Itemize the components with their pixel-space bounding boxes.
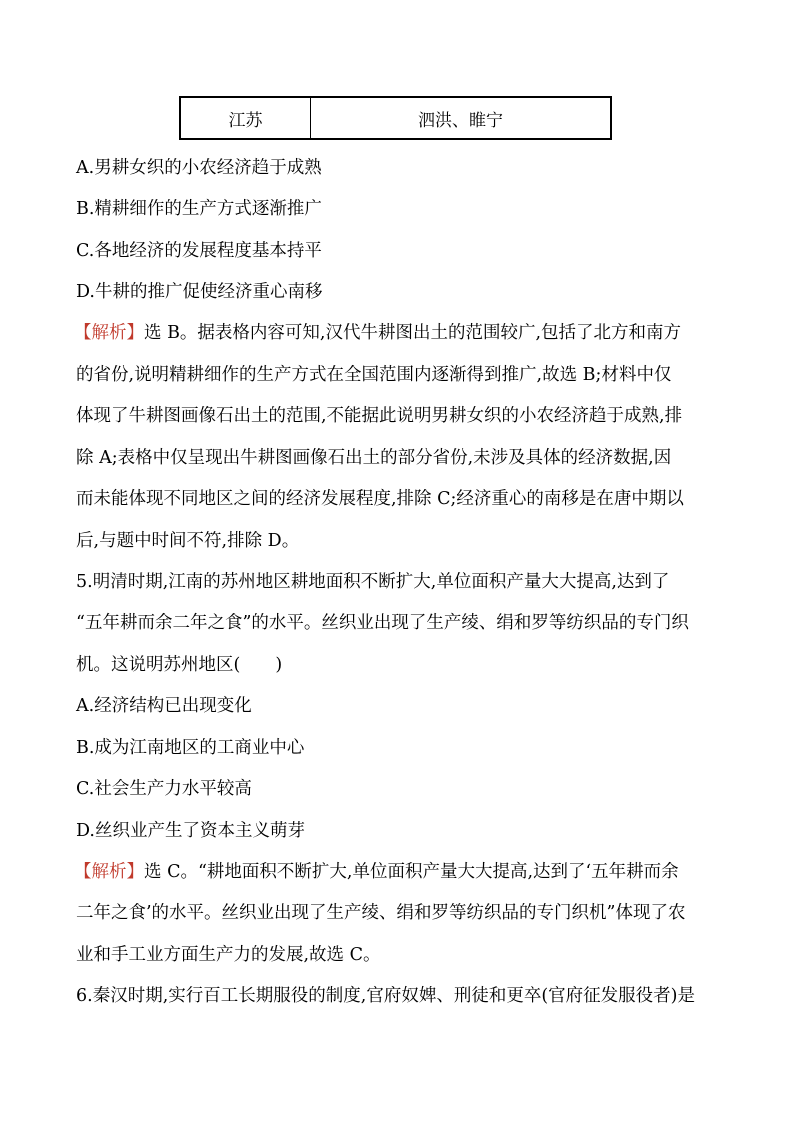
q4-option-a: A.男耕女织的小农经济趋于成熟 xyxy=(76,158,322,178)
q5-stem-line-2: “五年耕而余二年之食”的水平。丝织业出现了生产绫、绢和罗等纺织品的专门织 xyxy=(76,613,689,633)
table-cell-sites: 泗洪、睢宁 xyxy=(418,110,503,131)
q5-stem-line-3: 机。这说明苏州地区( ) xyxy=(76,655,283,675)
q5-option-c: C.社会生产力水平较高 xyxy=(76,779,252,799)
q5-stem-line-1: 5.明清时期,江南的苏州地区耕地面积不断扩大,单位面积产量大大提高,达到了 xyxy=(76,572,670,592)
q5-option-a: A.经济结构已出现变化 xyxy=(76,696,252,716)
analysis-text: 选 C。“耕地面积不断扩大,单位面积产量大大提高,达到了‘五年耕而余 xyxy=(144,862,679,882)
q4-analysis-line-1 xyxy=(74,322,720,344)
q5-analysis-line-1 xyxy=(74,861,720,883)
q4-option-b: B.精耕细作的生产方式逐渐推广 xyxy=(76,199,322,219)
q4-analysis-line-4: 除 A;表格中仅呈现出牛耕图画像石出土的部分省份,未涉及具体的经济数据,因 xyxy=(76,448,672,468)
q4-analysis-line-5: 而未能体现不同地区之间的经济发展程度,排除 C;经济重心的南移是在唐中期以 xyxy=(76,489,684,509)
q4-analysis-line-6: 后,与题中时间不符,排除 D。 xyxy=(76,531,300,551)
q5-option-d: D.丝织业产生了资本主义萌芽 xyxy=(76,821,305,841)
q4-option-c: C.各地经济的发展程度基本持平 xyxy=(76,241,322,261)
table-cell-province: 江苏 xyxy=(181,98,311,138)
q6-stem-line-1: 6.秦汉时期,实行百工长期服役的制度,官府奴婢、刑徒和更卒(官府征发服役者)是 xyxy=(76,986,695,1006)
q4-analysis-line-3: 体现了牛耕图画像石出土的范围,不能据此说明男耕女织的小农经济趋于成熟,排 xyxy=(76,406,683,426)
q5-analysis-line-3: 业和手工业方面生产力的发展,故选 C。 xyxy=(76,945,381,965)
q5-analysis-line-2: 二年之食’的水平。丝织业出现了生产绫、绢和罗等纺织品的专门织机”体现了农 xyxy=(76,903,686,923)
q4-option-d: D.牛耕的推广促使经济重心南移 xyxy=(76,282,323,302)
analysis-tag: 【解析】 xyxy=(74,862,144,882)
q5-option-b: B.成为江南地区的工商业中心 xyxy=(76,738,305,758)
q4-analysis-line-2: 的省份,说明精耕细作的生产方式在全国范围内逐渐得到推广,故选 B;材料中仅 xyxy=(76,365,672,385)
unearthed-sites-table-fragment xyxy=(179,96,612,140)
analysis-tag: 【解析】 xyxy=(74,323,144,343)
analysis-text: 选 B。据表格内容可知,汉代牛耕图出土的范围较广,包括了北方和南方 xyxy=(144,323,682,343)
